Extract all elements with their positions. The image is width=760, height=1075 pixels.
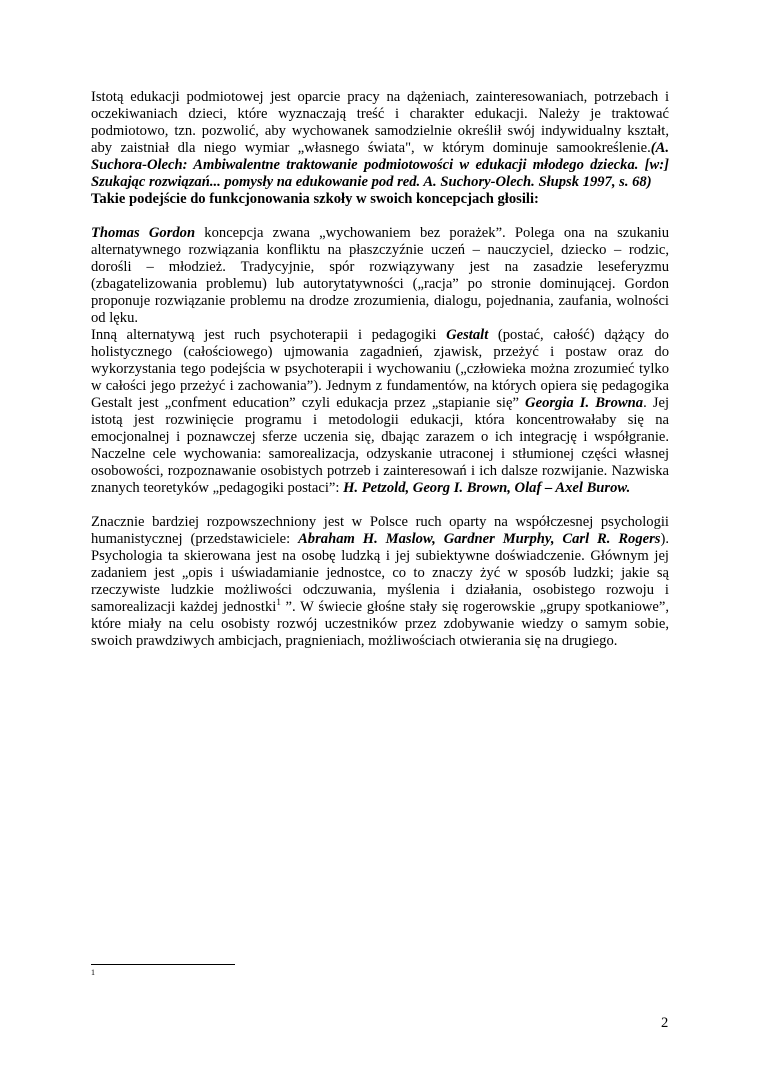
gordon-name: Thomas Gordon bbox=[91, 225, 196, 241]
gestalt-author: Georgia I. Browna bbox=[525, 395, 644, 411]
paragraph-gestalt bbox=[91, 327, 669, 497]
gestalt-term: Gestalt bbox=[446, 327, 489, 343]
gestalt-text-2: (postać, całość) dążący do holistycznego (całościowego) ujmowania zagadnień, zjawisk, przeżyć i postaw oraz do wykorzystania tego podejścia w psychoterapii i wychowaniu („człowieka można zrozumieć tylko w całości jego przeżyć i zachowania”). Jednym z fundamentów, na których opiera się pedagogika Gestalt jest „confment education” czyli edukacja przez „stapianie się” bbox=[91, 327, 669, 411]
humanistic-text-2: ). Psychologia ta skierowana jest na osobę ludzką i jej subiektywne doświadczenie. Głównym jej zadaniem jest „opis i uświadamianie jednostce, co to znaczy żyć w sposób ludzki; jakie są rzeczywiste ludzkie możliwości odczuwania, myślenia i działania, osobistego rozwoju i samorealizacji każdej jednostki bbox=[91, 531, 670, 615]
gestalt-text-1: Inną alternatywą jest ruch psychoterapii i pedagogiki bbox=[91, 327, 447, 343]
page-number: 2 bbox=[661, 1015, 669, 1031]
gordon-text: koncepcja zwana „wychowaniem bez porażek”. Polega ona na szukaniu alternatywnego rozwiązania konfliktu na płaszczyźnie uczeń – nauczyciel, dziecko – rodzic, dorośli – młodzież. Tradycyjnie, spór rozwiązywany jest na zasadzie leseferyzmu (zbagatelizowania problemu) lub autorytatywności („racja” po stronie dominującej. Gordon proponuje rozwiązanie problemu na drodze zrozumienia, dialogu, pojednania, zaufania, wolności od lęku. bbox=[91, 225, 669, 326]
intro-text: Istotą edukacji podmiotowej jest oparcie pracy na dążeniach, zainteresowaniach, potrzebach i oczekiwaniach dzieci, które wyznaczają treść i charakter edukacji. Należy je traktować podmiotowo, tzn. pozwolić, aby wychowanek samodzielnie określił swój indywidualny kształt, aby zaistniał dla niego wymiar „własnego świata", w którym dominuje samookreślenie. bbox=[91, 89, 669, 156]
body-text bbox=[91, 89, 669, 650]
section-heading: Takie podejście do funkcjonowania szkoły w swoich koncepcjach głosili: bbox=[91, 191, 539, 207]
spacer bbox=[91, 208, 669, 225]
footnote-reference[interactable]: 1 bbox=[276, 597, 281, 608]
humanistic-representatives: Abraham H. Maslow, Gardner Murphy, Carl R. Rogers bbox=[298, 531, 661, 547]
citation: (A. Suchora-Olech: Ambiwalentne traktowanie podmiotowości w edukacji młodego dziecka. [w:] Szukając rozwiązań... pomysły na edukowanie pod red. A. Suchory-Olech. Słupsk 1997, s. 68) bbox=[91, 140, 669, 190]
humanistic-text-3: ”. W świecie głośne stały się rogerowskie „grupy spotkaniowe”, które miały na celu osobisty rozwój uczestników przez zdobywanie wiedzy o samym sobie, swoich prawdziwych ambicjach, pragnieniach, możliwościach otwierania się na drugiego. bbox=[91, 599, 669, 649]
paragraph-humanistic bbox=[91, 514, 669, 650]
footnote-number: 1 bbox=[91, 968, 95, 977]
spacer bbox=[91, 497, 669, 514]
paragraph-intro bbox=[91, 89, 669, 191]
footnote-separator bbox=[91, 964, 235, 965]
humanistic-text-1: Znacznie bardziej rozpowszechniony jest w Polsce ruch oparty na współczesnej psychologii humanistycznej (przedstawiciele: bbox=[91, 514, 669, 547]
gestalt-text-3: . Jej istotą jest rozwinięcie programu i metodologii edukacji, która koncentrowałaby się na emocjonalnej i poznawczej sferze uczenia się, dbając zarazem o ich integrację i współgranie. Naczelne cele wychowania: samorealizacja, odzyskanie utraconej i stłumionej części własnej osobowości, rozpoznawanie osobistych potrzeb i zainteresowań i ich dalsze rozwijanie. Nazwiska znanych teoretyków „pedagogiki postaci”: bbox=[91, 395, 670, 496]
gestalt-theorists: H. Petzold, Georg I. Brown, Olaf – Axel Burow. bbox=[343, 480, 631, 496]
paragraph-gordon bbox=[91, 225, 669, 327]
